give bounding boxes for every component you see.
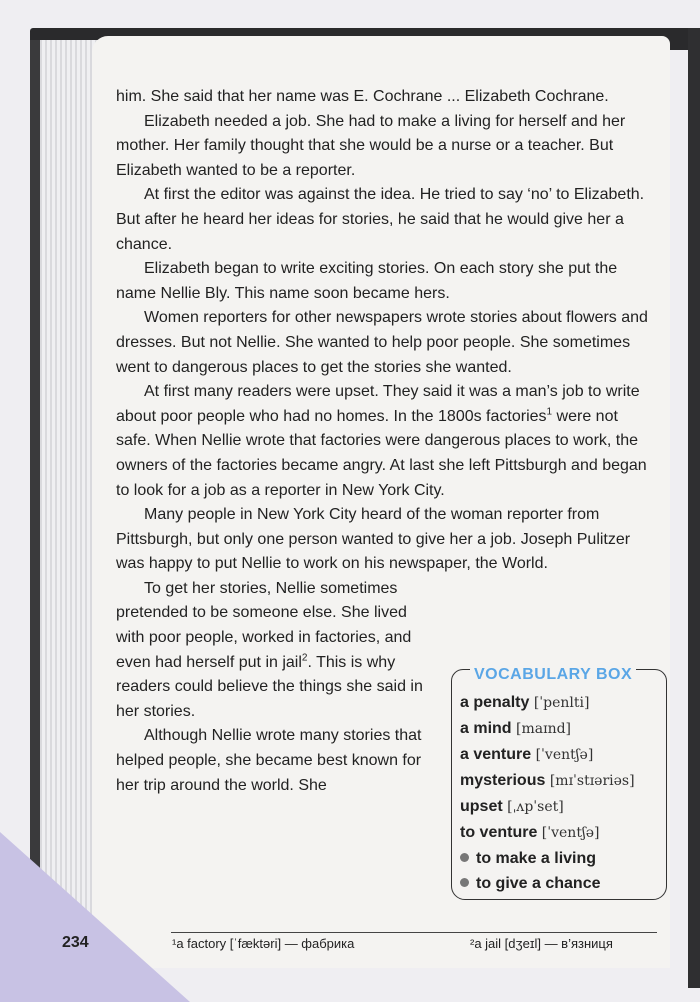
- footnote-mark: 2: [301, 652, 308, 664]
- page-number: 234: [62, 934, 89, 951]
- vocab-word: a mind: [460, 720, 512, 737]
- bullet-icon: [460, 853, 469, 862]
- paragraph-text: At first many readers were upset. They said it was a man’s job to write about poor people who had no homes. In the 1800s factories: [116, 383, 640, 425]
- paragraph: Although Nellie wrote many stories that helped people, she became best known for her trip around the world. She: [116, 727, 422, 794]
- vocab-ipa: [ˈventʃə]: [541, 825, 600, 841]
- footnote-factory: ¹a factory [ˈfæktəri] — фабрика: [172, 936, 355, 951]
- vocabulary-list: [460, 690, 665, 896]
- vocab-ipa: [ˌʌpˈset]: [507, 799, 564, 815]
- footnote-divider: [171, 932, 657, 933]
- footnote-mark: 1: [546, 406, 553, 418]
- vocab-ipa: [ˈventʃə]: [535, 747, 594, 763]
- vocab-word: a venture: [460, 746, 532, 763]
- vocab-item: [460, 768, 665, 794]
- paragraph: [116, 380, 656, 503]
- paragraph-text: To get her stories, Nellie sometimes pretended to be someone else. She lived with poor people, worked in factories, and even had herself put in jail: [116, 579, 412, 671]
- vocab-word: a penalty: [460, 694, 530, 711]
- book-cover-right: [688, 28, 700, 988]
- paragraph-text: . This is why readers could believe the things she said in her stories.: [116, 653, 423, 720]
- vocab-item: [460, 742, 665, 768]
- paragraph: Women reporters for other newspapers wrote stories about flowers and dresses. But not Nellie. She wanted to help poor people. She sometimes went to dangerous places to get the stories she wanted.: [116, 309, 648, 376]
- book-spine-shadow: [30, 40, 40, 940]
- paragraph: At first the editor was against the idea. He tried to say ‘no’ to Elizabeth. But after he heard her ideas for stories, he said that he would give her a chance.: [116, 186, 645, 253]
- paragraph: Elizabeth began to write exciting stories. On each story she put the name Nellie Bly. This name soon became hers.: [116, 260, 618, 302]
- vocab-word: upset: [460, 798, 503, 815]
- vocab-item: [460, 794, 665, 820]
- vocabulary-box-title: VOCABULARY BOX: [470, 666, 636, 684]
- lilac-corner-shape: [0, 832, 190, 1002]
- vocab-phrase: [460, 871, 665, 896]
- vocab-phrase-text: to make a living: [476, 850, 597, 867]
- paragraph: Many people in New York City heard of the woman reporter from Pittsburgh, but only one person wanted to give her a job. Joseph Pulitzer was happy to put Nellie to work on his newspaper, the World.: [116, 506, 631, 573]
- vocab-item: [460, 820, 665, 846]
- footnote-jail: ²a jail [dʒeɪl] — в’язниця: [470, 936, 613, 951]
- vocab-item: [460, 690, 665, 716]
- vocab-word: to venture: [460, 824, 538, 841]
- vocab-ipa: [ˈpenlti]: [533, 695, 590, 711]
- vocab-item: [460, 716, 665, 742]
- paragraph: Elizabeth needed a job. She had to make a living for herself and her mother. Her family thought that she would be a nurse or a teacher. But Elizabeth wanted to be a reporter.: [116, 112, 626, 179]
- paragraph: him. She said that her name was E. Cochrane ... Elizabeth Cochrane.: [116, 88, 609, 105]
- vocab-ipa: [mɪˈstɪəriəs]: [549, 773, 635, 789]
- paragraph-text: were not safe. When Nellie wrote that factories were dangerous places to work, the owners of the factories became angry. At last she left Pittsburgh and began to look for a job as a reporter in New York City.: [116, 407, 647, 499]
- bullet-icon: [460, 878, 469, 887]
- paragraph: [116, 577, 436, 725]
- vocab-ipa: [maɪnd]: [516, 721, 572, 737]
- vocab-word: mysterious: [460, 772, 546, 789]
- vocab-phrase: [460, 846, 665, 871]
- vocab-phrase-text: to give a chance: [476, 875, 601, 892]
